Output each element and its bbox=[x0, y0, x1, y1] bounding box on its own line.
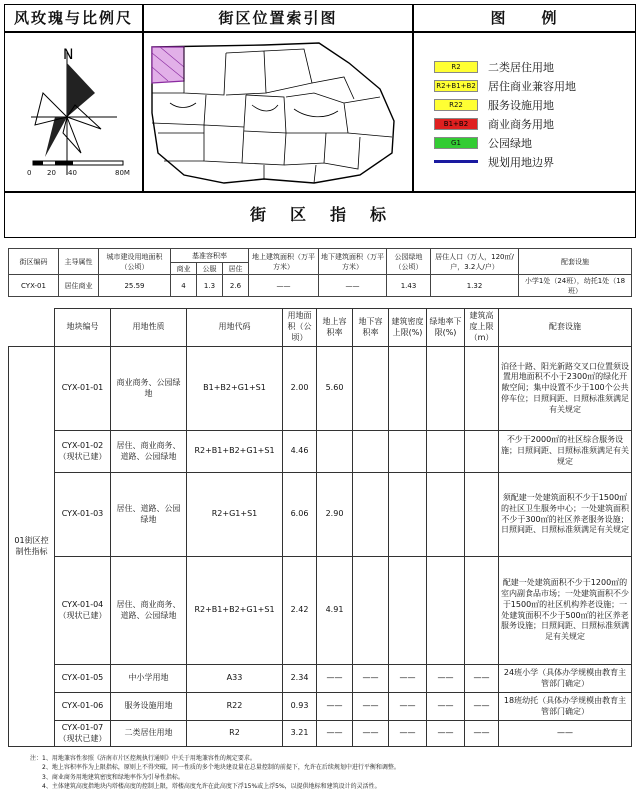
table-cell: —— bbox=[499, 721, 632, 747]
table-cell: R2+B1+B2+G1+S1 bbox=[187, 557, 283, 665]
table-cell: CYX-01-05 bbox=[55, 665, 111, 693]
col-header: 街区编码 bbox=[9, 249, 59, 275]
table-cell: 2.34 bbox=[283, 665, 317, 693]
legend-label: 商业商务用地 bbox=[488, 117, 554, 131]
legend-label: 规划用地边界 bbox=[488, 155, 554, 169]
table-cell: 2.42 bbox=[283, 557, 317, 665]
table-cell: 6.06 bbox=[283, 473, 317, 557]
table-cell: 商业商务、公园绿地 bbox=[111, 347, 187, 431]
col-header: 用地性质 bbox=[111, 309, 187, 347]
table-cell: 中小学用地 bbox=[111, 665, 187, 693]
index-map-panel bbox=[143, 32, 413, 192]
col-header: 地下建筑面积（万平方米） bbox=[319, 249, 387, 275]
table-cell: 25.59 bbox=[99, 275, 171, 297]
table-cell: CYX-01-07（现状已建） bbox=[55, 721, 111, 747]
table-cell bbox=[427, 473, 465, 557]
section-title: 街 区 指 标 bbox=[4, 192, 636, 238]
table-cell: B1+B2+G1+S1 bbox=[187, 347, 283, 431]
col-header: 建筑密度上限(%) bbox=[389, 309, 427, 347]
col-header: 城市建设用地面积（公顷） bbox=[99, 249, 171, 275]
note-line: 3、商业商务用地建筑密度和绿地率作为引导性指标。 bbox=[42, 773, 184, 781]
table-cell: —— bbox=[427, 665, 465, 693]
col-subheader: 居住 bbox=[223, 263, 249, 275]
table-cell: —— bbox=[317, 665, 353, 693]
table-row bbox=[9, 347, 632, 431]
col-header: 基准容积率 bbox=[171, 249, 249, 263]
table-row bbox=[9, 721, 632, 747]
north-label: N bbox=[63, 47, 74, 63]
table-cell bbox=[427, 431, 465, 473]
table-cell bbox=[317, 431, 353, 473]
col-header: 公园绿地（公顷） bbox=[387, 249, 431, 275]
col-header: 主导属性 bbox=[59, 249, 99, 275]
col-header: 配套设施 bbox=[519, 249, 632, 275]
table-cell bbox=[353, 431, 389, 473]
col-subheader: 公服 bbox=[197, 263, 223, 275]
table-cell: —— bbox=[353, 693, 389, 721]
legend-swatch-g1: G1 bbox=[434, 137, 478, 149]
legend-swatch-b1b2: B1+B2 bbox=[434, 118, 478, 130]
table-cell: —— bbox=[465, 693, 499, 721]
table-cell: R2+G1+S1 bbox=[187, 473, 283, 557]
legend-boundary-line bbox=[434, 160, 478, 163]
table-cell: 3.21 bbox=[283, 721, 317, 747]
table-cell: 5.60 bbox=[317, 347, 353, 431]
table-cell: CYX-01-04（现状已建） bbox=[55, 557, 111, 665]
legend-swatch-r22: R22 bbox=[434, 99, 478, 111]
col-subheader: 商业 bbox=[171, 263, 197, 275]
table-cell bbox=[465, 557, 499, 665]
table-cell: 小学1处（24班），幼托1处（18班） bbox=[519, 275, 632, 297]
table-cell bbox=[389, 347, 427, 431]
rose-title-cell: 风玫瑰与比例尺 bbox=[4, 4, 143, 32]
legend-item bbox=[434, 76, 635, 95]
group-label: 01街区控制性指标 bbox=[9, 347, 55, 747]
table-cell bbox=[353, 473, 389, 557]
table-cell bbox=[465, 473, 499, 557]
table-cell: 服务设施用地 bbox=[111, 693, 187, 721]
legend-item bbox=[434, 152, 635, 171]
table-cell: CYX-01-02（现状已建） bbox=[55, 431, 111, 473]
table-cell: 配建一处建筑面积不少于1200㎡的室内副食品市场；一处建筑面积不少于1500㎡的社区机构养老设施；一处建筑面积不少于500㎡的社区养老服务设施；日照间距、日照标准须满足有关规定 bbox=[499, 557, 632, 665]
col-header: 地下容积率 bbox=[353, 309, 389, 347]
table-cell: —— bbox=[389, 693, 427, 721]
table-row bbox=[9, 665, 632, 693]
table-cell: R22 bbox=[187, 693, 283, 721]
table-cell bbox=[427, 557, 465, 665]
corner-cell bbox=[9, 309, 55, 347]
table-cell: —— bbox=[317, 693, 353, 721]
col-header: 地块编号 bbox=[55, 309, 111, 347]
table-cell: CYX-01-06 bbox=[55, 693, 111, 721]
legend-label: 二类居住用地 bbox=[488, 60, 554, 74]
table-cell: CYX-01 bbox=[9, 275, 59, 297]
table-cell: —— bbox=[389, 665, 427, 693]
legend-panel bbox=[413, 32, 636, 192]
table-cell bbox=[427, 347, 465, 431]
table-cell: —— bbox=[427, 693, 465, 721]
table-cell: A33 bbox=[187, 665, 283, 693]
table-cell: 居住、商业商务、道路、公园绿地 bbox=[111, 557, 187, 665]
table-cell: 1.3 bbox=[197, 275, 223, 297]
table-cell bbox=[353, 347, 389, 431]
wind-rose-panel bbox=[4, 32, 143, 192]
legend-item bbox=[434, 57, 635, 76]
table-cell: —— bbox=[317, 721, 353, 747]
table-cell: 泊径十路、阳光新路交叉口位置须设置用地面积不小于2300㎡的绿化开敞空间；集中设置不少于100个公共停车位；日照间距、日照标准须满足有关规定 bbox=[499, 347, 632, 431]
col-header: 配套设施 bbox=[499, 309, 632, 347]
table-cell: R2 bbox=[187, 721, 283, 747]
table-cell: —— bbox=[353, 665, 389, 693]
table-cell: 不少于2000㎡的社区综合服务设施；日照间距、日照标准须满足有关规定 bbox=[499, 431, 632, 473]
legend-title-cell: 图 例 bbox=[413, 4, 636, 32]
note-line: 注：1、用地兼容性参照《济南市片区控规执行通则》中关于用地兼容性的规定要求。 bbox=[30, 755, 256, 762]
table-cell bbox=[389, 557, 427, 665]
table-row bbox=[9, 473, 632, 557]
scale-tick: 40 bbox=[68, 169, 77, 177]
col-header: 用地面积（公顷） bbox=[283, 309, 317, 347]
table-cell bbox=[353, 557, 389, 665]
table-cell: —— bbox=[465, 721, 499, 747]
table-cell: —— bbox=[389, 721, 427, 747]
scale-tick: 0 bbox=[27, 169, 32, 177]
note-line: 2、地上容积率作为上限指标，原则上不得突破，同一性质的多个地块建设量在总量控制的前提下，允许在后续规划中进行平衡和调整。 bbox=[42, 764, 400, 772]
table-cell: —— bbox=[249, 275, 319, 297]
col-header: 用地代码 bbox=[187, 309, 283, 347]
col-header: 地上容积率 bbox=[317, 309, 353, 347]
col-header: 绿地率下限(%) bbox=[427, 309, 465, 347]
table-cell: 4.91 bbox=[317, 557, 353, 665]
legend-label: 公园绿地 bbox=[488, 136, 532, 150]
table-cell: 居住商业 bbox=[59, 275, 99, 297]
table-cell: —— bbox=[427, 721, 465, 747]
scale-tick: 80M bbox=[115, 169, 130, 177]
col-header: 地上建筑面积（万平方米） bbox=[249, 249, 319, 275]
table-cell: 4 bbox=[171, 275, 197, 297]
notes-block bbox=[30, 754, 630, 791]
table-cell: 居住、商业商务、道路、公园绿地 bbox=[111, 431, 187, 473]
table-cell: 24班小学（具体办学规模由教育主管部门确定） bbox=[499, 665, 632, 693]
col-header: 建筑高度上限（m） bbox=[465, 309, 499, 347]
legend-item bbox=[434, 133, 635, 152]
table-row bbox=[9, 693, 632, 721]
table-cell: 居住、道路、公园绿地 bbox=[111, 473, 187, 557]
table-cell: 2.6 bbox=[223, 275, 249, 297]
col-header: 居住人口（万人，120㎡/户，3.2人/户） bbox=[431, 249, 519, 275]
index-title-cell: 街区位置索引图 bbox=[143, 4, 413, 32]
legend-item bbox=[434, 95, 635, 114]
table-cell bbox=[389, 473, 427, 557]
note-line: 4、主体建筑高度指地块内塔楼高度的控制上限，塔楼高度允许在此高度下浮15%或上浮5%，以提供地标和建筑设计的灵活性。 bbox=[42, 782, 381, 790]
table-row bbox=[9, 557, 632, 665]
table-cell: CYX-01-01 bbox=[55, 347, 111, 431]
table-cell: —— bbox=[465, 665, 499, 693]
table-cell: 须配建一处建筑面积不少于1500㎡的社区卫生服务中心；一处建筑面积不少于300㎡的社区养老服务设施；日照间距、日照标准须满足有关规定 bbox=[499, 473, 632, 557]
legend-label: 居住商业兼容用地 bbox=[488, 79, 576, 93]
location-map bbox=[144, 33, 414, 193]
table-cell bbox=[389, 431, 427, 473]
table-cell: 1.43 bbox=[387, 275, 431, 297]
table-cell: 1.32 bbox=[431, 275, 519, 297]
table-cell: 2.00 bbox=[283, 347, 317, 431]
legend-label: 服务设施用地 bbox=[488, 98, 554, 112]
table-cell: —— bbox=[353, 721, 389, 747]
table-cell: 2.90 bbox=[317, 473, 353, 557]
table-cell: R2+B1+B2+G1+S1 bbox=[187, 431, 283, 473]
table-cell bbox=[465, 431, 499, 473]
table-cell: 18班幼托（具体办学规模由教育主管部门确定） bbox=[499, 693, 632, 721]
scale-tick: 20 bbox=[47, 169, 56, 177]
block-indicator-table bbox=[8, 308, 632, 747]
table-row bbox=[9, 431, 632, 473]
table-cell: 二类居住用地 bbox=[111, 721, 187, 747]
legend-swatch-r2: R2 bbox=[434, 61, 478, 73]
table-cell: 4.46 bbox=[283, 431, 317, 473]
legend-item bbox=[434, 114, 635, 133]
table-cell bbox=[465, 347, 499, 431]
summary-table bbox=[8, 248, 632, 297]
table-cell: 0.93 bbox=[283, 693, 317, 721]
legend-swatch-mixed: R2+B1+B2 bbox=[434, 80, 478, 92]
table-cell: CYX-01-03 bbox=[55, 473, 111, 557]
table-cell: —— bbox=[319, 275, 387, 297]
